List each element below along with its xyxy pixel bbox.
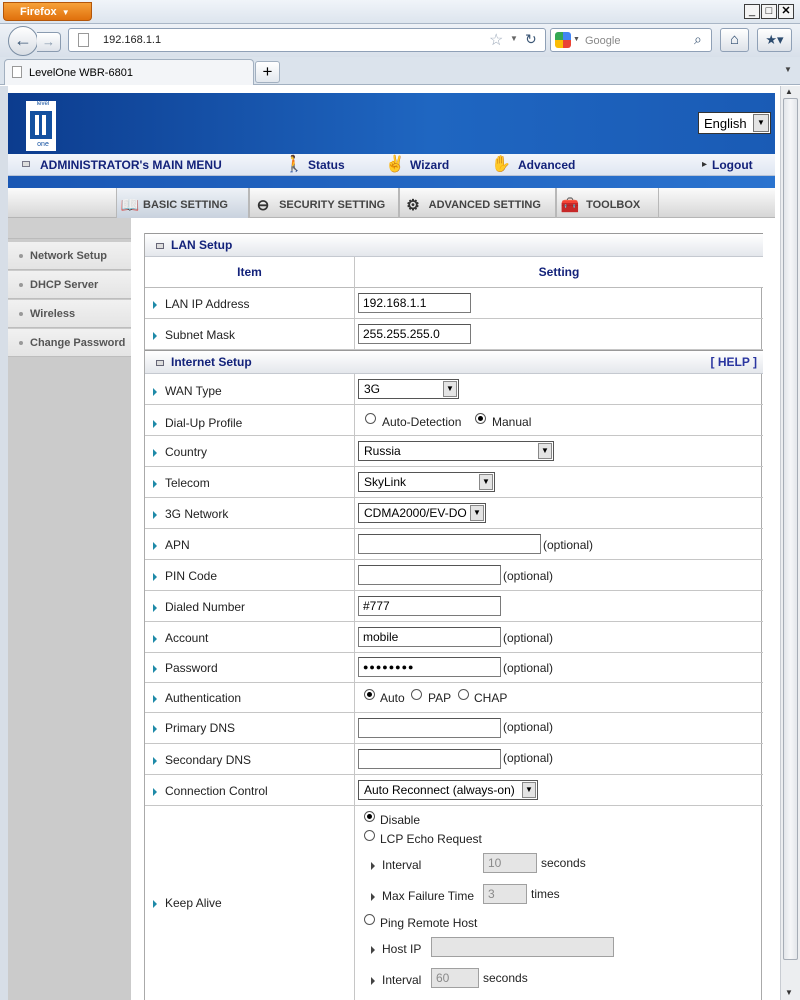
dialed-number-input[interactable]: #777 <box>358 596 501 616</box>
secondary-dns-input[interactable] <box>358 749 501 769</box>
vertical-scrollbar[interactable] <box>780 86 800 1000</box>
lcp-echo-label: LCP Echo Request <box>380 832 482 846</box>
reload-icon[interactable]: ↻ <box>525 31 537 47</box>
home-button[interactable] <box>720 28 749 52</box>
table-row <box>145 374 763 405</box>
authentication-label: Authentication <box>153 691 241 705</box>
auto-detection-radio[interactable] <box>365 413 376 424</box>
page-viewport <box>0 86 800 1000</box>
table-row <box>145 319 763 350</box>
auth-chap-radio[interactable] <box>458 689 469 700</box>
lcp-echo-radio[interactable] <box>364 830 375 841</box>
ping-remote-label: Ping Remote Host <box>380 916 478 930</box>
auto-detection-label: Auto-Detection <box>382 415 462 429</box>
subnet-mask-input[interactable]: 255.255.255.0 <box>358 324 471 344</box>
arrow-icon: ▸ <box>702 159 708 170</box>
tab-advanced-setting-label: ADVANCED SETTING <box>428 198 541 211</box>
column-divider <box>354 653 355 683</box>
column-setting: Setting <box>538 265 580 279</box>
manual-label: Manual <box>492 415 532 429</box>
tab-title: LevelOne WBR-6801 <box>29 67 133 79</box>
internet-setup-header <box>145 350 763 374</box>
pin-code-input[interactable] <box>358 565 501 585</box>
chevron-down-icon[interactable]: ▼ <box>479 474 493 490</box>
sidebar-item-dhcp-server[interactable] <box>8 271 131 299</box>
column-divider <box>354 374 355 405</box>
column-divider <box>354 467 355 498</box>
country-label: Country <box>153 445 207 459</box>
sidebar-item-label: Wireless <box>30 308 76 320</box>
advanced-icon: ✋ <box>491 156 511 173</box>
keep-alive-row <box>145 806 763 1000</box>
address-bar[interactable] <box>68 28 546 52</box>
column-divider <box>354 683 355 713</box>
column-divider <box>354 622 355 653</box>
lan-setup-header <box>145 233 763 257</box>
menu-square-icon <box>22 161 30 167</box>
table-row <box>145 775 763 806</box>
table-row <box>145 467 763 498</box>
column-divider <box>354 591 355 622</box>
forward-button[interactable] <box>37 32 61 52</box>
tab-basic-setting-label: BASIC SETTING <box>143 198 228 211</box>
sidebar-item-label: Change Password <box>30 337 126 349</box>
column-divider <box>354 744 355 775</box>
column-divider <box>354 498 355 529</box>
menu-advanced[interactable]: Advanced <box>518 158 576 172</box>
host-ip-input[interactable] <box>431 937 614 957</box>
table-row <box>145 744 763 775</box>
new-tab-button[interactable]: + <box>255 61 280 83</box>
optional-note: (optional) <box>503 569 554 583</box>
browser-titlebar <box>0 0 800 24</box>
table-row <box>145 288 763 319</box>
close-window-button[interactable]: ✕ <box>778 4 794 19</box>
tab-security-setting[interactable] <box>249 188 399 218</box>
column-divider <box>354 529 355 560</box>
table-header <box>145 257 763 288</box>
auth-pap-radio[interactable] <box>411 689 422 700</box>
tab-strip <box>0 57 800 85</box>
maximize-button[interactable]: □ <box>761 4 777 19</box>
language-value: English <box>704 116 747 131</box>
column-divider <box>354 775 355 806</box>
3g-network-select[interactable] <box>358 503 486 523</box>
url-text[interactable]: 192.168.1.1 <box>103 34 162 46</box>
tab-advanced-setting[interactable] <box>399 188 556 218</box>
apn-label: APN <box>153 538 190 552</box>
section-title: LAN Setup <box>171 238 233 252</box>
page-icon <box>12 66 22 78</box>
language-select[interactable] <box>698 112 771 134</box>
column-divider <box>354 436 355 467</box>
ping-interval-label: Interval <box>371 973 421 987</box>
column-divider <box>354 405 355 436</box>
section-title: Internet Setup <box>171 355 252 369</box>
table-row <box>145 560 763 591</box>
lcp-interval-label: Interval <box>371 858 421 872</box>
table-row <box>145 529 763 560</box>
browser-tab[interactable] <box>4 59 254 85</box>
ping-remote-radio[interactable] <box>364 914 375 925</box>
subnet-mask-label: Subnet Mask <box>153 328 235 342</box>
levelone-logo <box>26 101 56 151</box>
bookmarks-icon: ★▾ <box>765 32 784 47</box>
home-icon: ⌂ <box>729 31 740 48</box>
table-row <box>145 713 763 744</box>
book-icon: 📖 <box>120 197 140 214</box>
bookmarks-button[interactable] <box>757 28 792 52</box>
sidebar-item-label: DHCP Server <box>30 279 99 291</box>
keepalive-disable-radio[interactable] <box>364 811 375 822</box>
auth-chap-label: CHAP <box>474 691 508 705</box>
logo-text-bottom: one <box>37 141 49 148</box>
history-dropdown-icon[interactable]: ▼ <box>510 34 518 43</box>
column-item: Item <box>237 265 262 279</box>
country-select[interactable] <box>358 441 554 461</box>
chevron-down-icon[interactable]: ▼ <box>443 381 457 397</box>
wan-type-select[interactable] <box>358 379 459 399</box>
table-row <box>145 405 763 436</box>
connection-control-select[interactable] <box>358 780 538 800</box>
optional-note: (optional) <box>503 751 554 765</box>
bookmark-star-icon[interactable]: ☆ <box>489 32 504 49</box>
wan-type-value: 3G <box>364 382 381 396</box>
sidebar-item-wireless[interactable] <box>8 300 131 328</box>
forward-arrow-icon: → <box>42 34 55 49</box>
engine-dropdown-icon[interactable]: ▼ <box>573 36 580 43</box>
column-divider <box>354 806 355 1000</box>
primary-dns-input[interactable] <box>358 718 501 738</box>
table-row <box>145 683 763 713</box>
column-divider <box>354 288 355 319</box>
table-row <box>145 591 763 622</box>
sub-navigation <box>8 188 775 218</box>
page-icon <box>78 33 89 47</box>
firefox-menu-label: Firefox <box>20 6 57 18</box>
apn-input[interactable] <box>358 534 541 554</box>
table-row <box>145 436 763 467</box>
account-input[interactable]: mobile <box>358 627 501 647</box>
column-divider <box>354 257 355 288</box>
router-header <box>8 93 775 154</box>
sidebar-item-network-setup[interactable] <box>8 242 131 270</box>
logo-text-top: level <box>36 101 50 107</box>
primary-dns-label: Primary DNS <box>153 721 235 735</box>
pin-code-label: PIN Code <box>153 569 217 583</box>
connection-control-label: Connection Control <box>153 784 268 798</box>
optional-note: (optional) <box>503 720 554 734</box>
password-mask: ●●●●●●●● <box>363 662 415 672</box>
optional-note: (optional) <box>543 538 594 552</box>
keepalive-disable-label: Disable <box>380 813 421 827</box>
account-label: Account <box>153 631 208 645</box>
scroll-up-icon[interactable]: ▲ <box>785 87 793 96</box>
3g-network-label: 3G Network <box>153 507 228 521</box>
menu-status[interactable]: Status <box>308 158 345 172</box>
lcp-interval-input[interactable]: 10 <box>483 853 537 873</box>
tab-basic-setting[interactable] <box>116 188 249 218</box>
max-failure-input[interactable]: 3 <box>483 884 527 904</box>
chevron-down-icon: ▼ <box>61 8 70 17</box>
telecom-value: SkyLink <box>364 475 407 489</box>
ping-seconds-unit: seconds <box>483 971 528 985</box>
scrollbar-thumb[interactable] <box>783 98 798 960</box>
wizard-icon: ✌ <box>385 156 405 173</box>
logo-mark <box>30 111 52 139</box>
password-label: Password <box>153 661 218 675</box>
lan-ip-label: LAN IP Address <box>153 297 250 311</box>
tab-toolbox-label: TOOLBOX <box>586 198 641 211</box>
tab-list-icon[interactable]: ▼ <box>784 65 792 74</box>
auth-pap-label: PAP <box>428 691 452 705</box>
sidebar-item-change-password[interactable] <box>8 329 131 357</box>
chevron-down-icon[interactable]: ▼ <box>470 505 484 521</box>
left-margin <box>0 86 8 1000</box>
sidebar <box>8 218 131 1000</box>
search-placeholder: Google <box>585 35 621 47</box>
telecom-label: Telecom <box>153 476 210 490</box>
secondary-dns-label: Secondary DNS <box>153 753 251 767</box>
column-divider <box>354 713 355 744</box>
table-row <box>145 622 763 653</box>
settings-form <box>144 233 762 1000</box>
table-row <box>145 653 763 683</box>
connection-control-value: Auto Reconnect (always-on) <box>364 783 515 797</box>
dialed-number-label: Dialed Number <box>153 600 245 614</box>
table-row <box>145 498 763 529</box>
section-square-icon <box>156 243 164 249</box>
menu-logout[interactable]: Logout <box>712 158 753 172</box>
menu-wizard[interactable]: Wizard <box>410 158 450 172</box>
search-bar[interactable] <box>550 28 712 52</box>
3g-network-value: CDMA2000/EV-DO <box>364 506 467 520</box>
keep-alive-label: Keep Alive <box>153 896 222 910</box>
lan-ip-input[interactable]: 192.168.1.1 <box>358 293 471 313</box>
main-menu-title: ADMINISTRATOR's MAIN MENU <box>40 158 222 172</box>
tab-security-setting-label: SECURITY SETTING <box>279 198 386 211</box>
seconds-unit: seconds <box>541 856 586 870</box>
telecom-select[interactable] <box>358 472 495 492</box>
chevron-down-icon[interactable]: ▼ <box>753 114 769 132</box>
status-icon: 🚶 <box>284 156 304 173</box>
minimize-button[interactable]: _ <box>744 4 760 19</box>
search-icon[interactable]: ⌕ <box>694 31 702 47</box>
chevron-down-icon[interactable]: ▼ <box>522 782 536 798</box>
auth-auto-radio[interactable] <box>364 689 375 700</box>
column-divider <box>354 319 355 350</box>
chevron-down-icon[interactable]: ▼ <box>538 443 552 459</box>
toolbox-icon: 🧰 <box>560 197 580 214</box>
back-button[interactable] <box>8 26 38 56</box>
google-icon[interactable] <box>555 32 571 48</box>
host-ip-label: Host IP <box>371 942 421 956</box>
navigation-toolbar <box>0 24 800 57</box>
section-square-icon <box>156 360 164 366</box>
tab-toolbox[interactable] <box>556 188 659 218</box>
sidebar-item-label: Network Setup <box>30 250 108 262</box>
main-menu <box>8 154 775 176</box>
times-unit: times <box>531 887 560 901</box>
max-failure-label: Max Failure Time <box>371 889 474 903</box>
manual-radio[interactable] <box>475 413 486 424</box>
gear-icon: ⚙ <box>406 197 420 214</box>
lock-icon: ⊖ <box>256 197 270 214</box>
scroll-down-icon[interactable]: ▼ <box>785 988 793 997</box>
column-divider <box>354 560 355 591</box>
ping-interval-input[interactable]: 60 <box>431 968 479 988</box>
back-arrow-icon: ← <box>14 30 32 50</box>
auth-auto-label: Auto <box>380 691 405 705</box>
header-divider <box>8 176 775 188</box>
wan-type-label: WAN Type <box>153 384 222 398</box>
help-link[interactable]: [ HELP ] <box>710 355 757 369</box>
optional-note: (optional) <box>503 661 554 675</box>
password-input[interactable] <box>358 657 501 677</box>
country-value: Russia <box>364 444 401 458</box>
firefox-menu-button[interactable] <box>3 2 92 21</box>
optional-note: (optional) <box>503 631 554 645</box>
dialup-profile-label: Dial-Up Profile <box>153 416 242 430</box>
